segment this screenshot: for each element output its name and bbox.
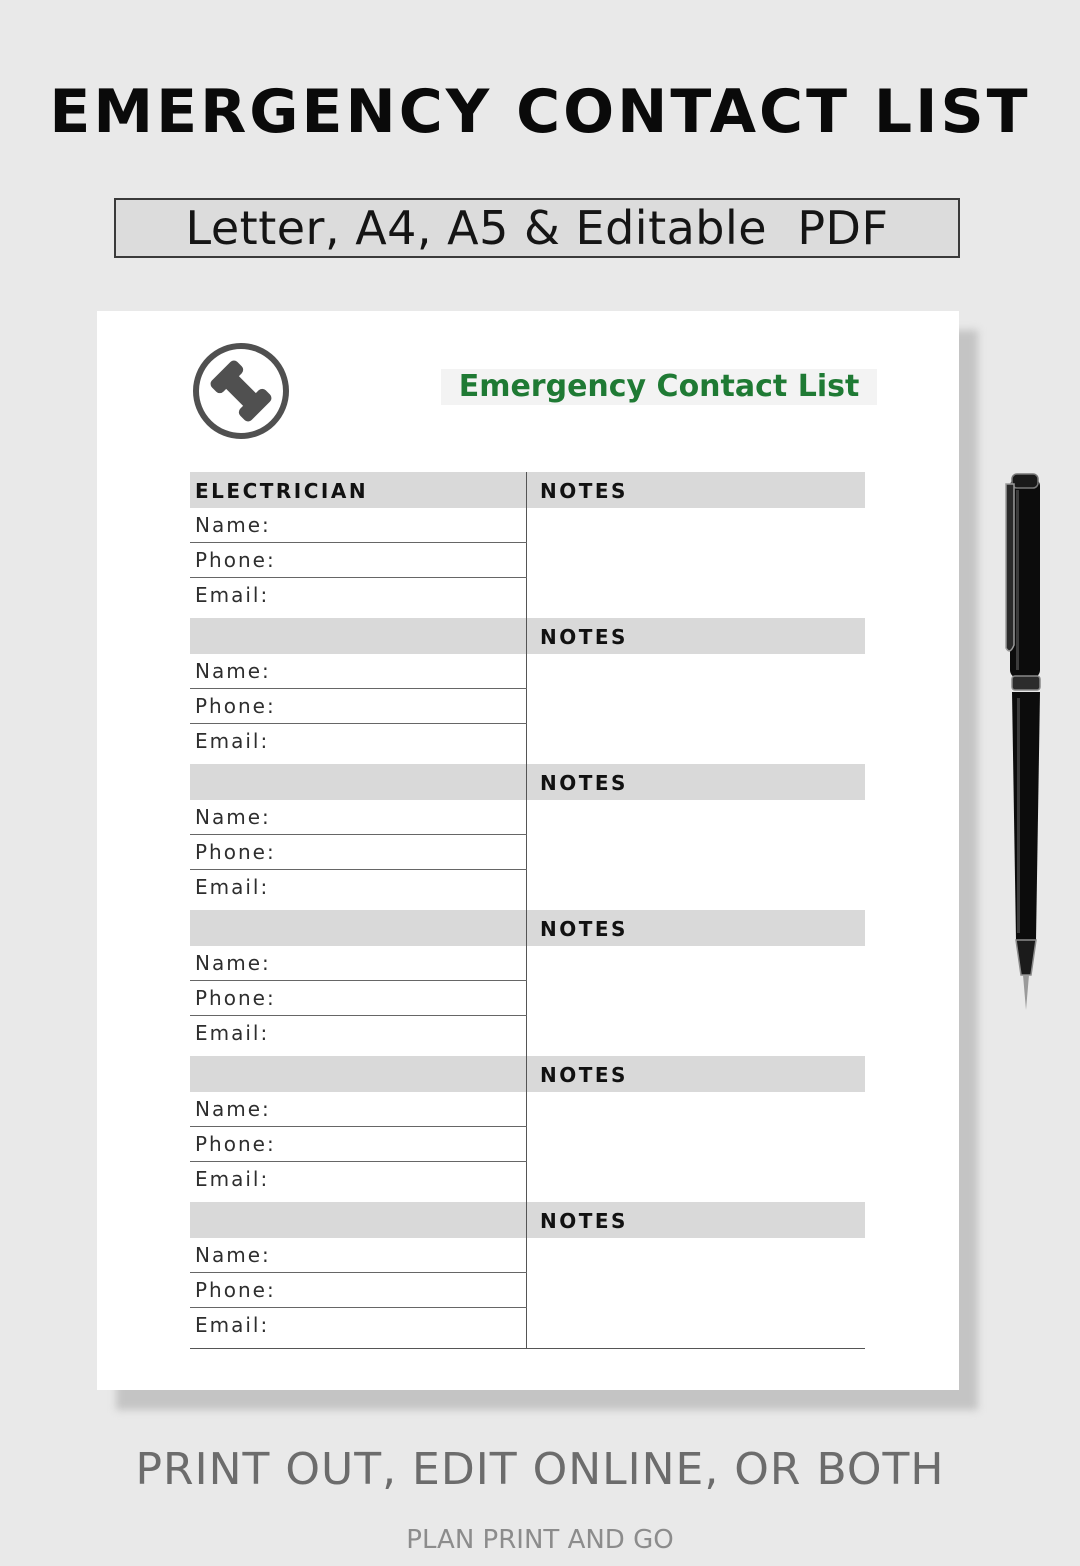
name-field[interactable] <box>190 508 527 543</box>
phone-label: Phone: <box>195 548 276 572</box>
phone-field[interactable] <box>190 1273 527 1308</box>
page-heading: Emergency Contact List <box>441 369 877 405</box>
main-title: EMERGENCY CONTACT LIST <box>49 77 1031 147</box>
name-label: Name: <box>195 805 271 829</box>
name-label: Name: <box>195 513 271 537</box>
phone-field[interactable] <box>190 543 527 578</box>
phone-field[interactable] <box>190 981 527 1016</box>
phone-field[interactable] <box>190 1127 527 1162</box>
email-field[interactable] <box>190 1016 527 1056</box>
notes-label: NOTES <box>540 1063 628 1087</box>
contact-block <box>190 472 865 618</box>
email-field[interactable] <box>190 724 527 764</box>
phone-label: Phone: <box>195 1132 276 1156</box>
category-label: ELECTRICIAN <box>195 479 369 503</box>
phone-label: Phone: <box>195 1278 276 1302</box>
formats-banner: Letter, A4, A5 & Editable PDF <box>114 198 960 258</box>
phone-field[interactable] <box>190 835 527 870</box>
notes-label: NOTES <box>540 625 628 649</box>
email-label: Email: <box>195 583 270 607</box>
contact-block <box>190 618 865 764</box>
name-label: Name: <box>195 951 271 975</box>
contact-block <box>190 764 865 910</box>
planner-page <box>97 311 959 1390</box>
phone-label: Phone: <box>195 694 276 718</box>
name-field[interactable] <box>190 1238 527 1273</box>
block-header-row <box>190 472 865 508</box>
name-field[interactable] <box>190 946 527 981</box>
phone-label: Phone: <box>195 986 276 1010</box>
phone-label: Phone: <box>195 840 276 864</box>
contact-block <box>190 1056 865 1202</box>
notes-label: NOTES <box>540 1209 628 1233</box>
email-label: Email: <box>195 1021 270 1045</box>
notes-label: NOTES <box>540 479 628 503</box>
block-header-row <box>190 764 865 800</box>
email-field[interactable] <box>190 870 527 910</box>
name-field[interactable] <box>190 800 527 835</box>
notes-label: NOTES <box>540 771 628 795</box>
notes-label: NOTES <box>540 917 628 941</box>
name-label: Name: <box>195 1097 271 1121</box>
email-field[interactable] <box>190 1308 527 1348</box>
contact-block <box>190 910 865 1056</box>
phone-field[interactable] <box>190 689 527 724</box>
table-bottom-rule <box>190 1348 865 1349</box>
brand-name: PLAN PRINT AND GO <box>406 1525 674 1555</box>
email-label: Email: <box>195 875 270 899</box>
name-field[interactable] <box>190 1092 527 1127</box>
ballpoint-pen-icon <box>992 470 1062 1015</box>
email-label: Email: <box>195 1313 270 1337</box>
phone-in-circle-icon <box>191 341 291 441</box>
email-label: Email: <box>195 1167 270 1191</box>
block-header-row <box>190 1056 865 1092</box>
name-label: Name: <box>195 1243 271 1267</box>
block-header-row <box>190 618 865 654</box>
email-field[interactable] <box>190 1162 527 1202</box>
email-field[interactable] <box>190 578 527 618</box>
name-field[interactable] <box>190 654 527 689</box>
block-header-row <box>190 1202 865 1238</box>
name-label: Name: <box>195 659 271 683</box>
block-header-row <box>190 910 865 946</box>
email-label: Email: <box>195 729 270 753</box>
contact-block <box>190 1202 865 1348</box>
contact-table <box>190 472 865 1348</box>
tagline: PRINT OUT, EDIT ONLINE, OR BOTH <box>135 1444 945 1495</box>
